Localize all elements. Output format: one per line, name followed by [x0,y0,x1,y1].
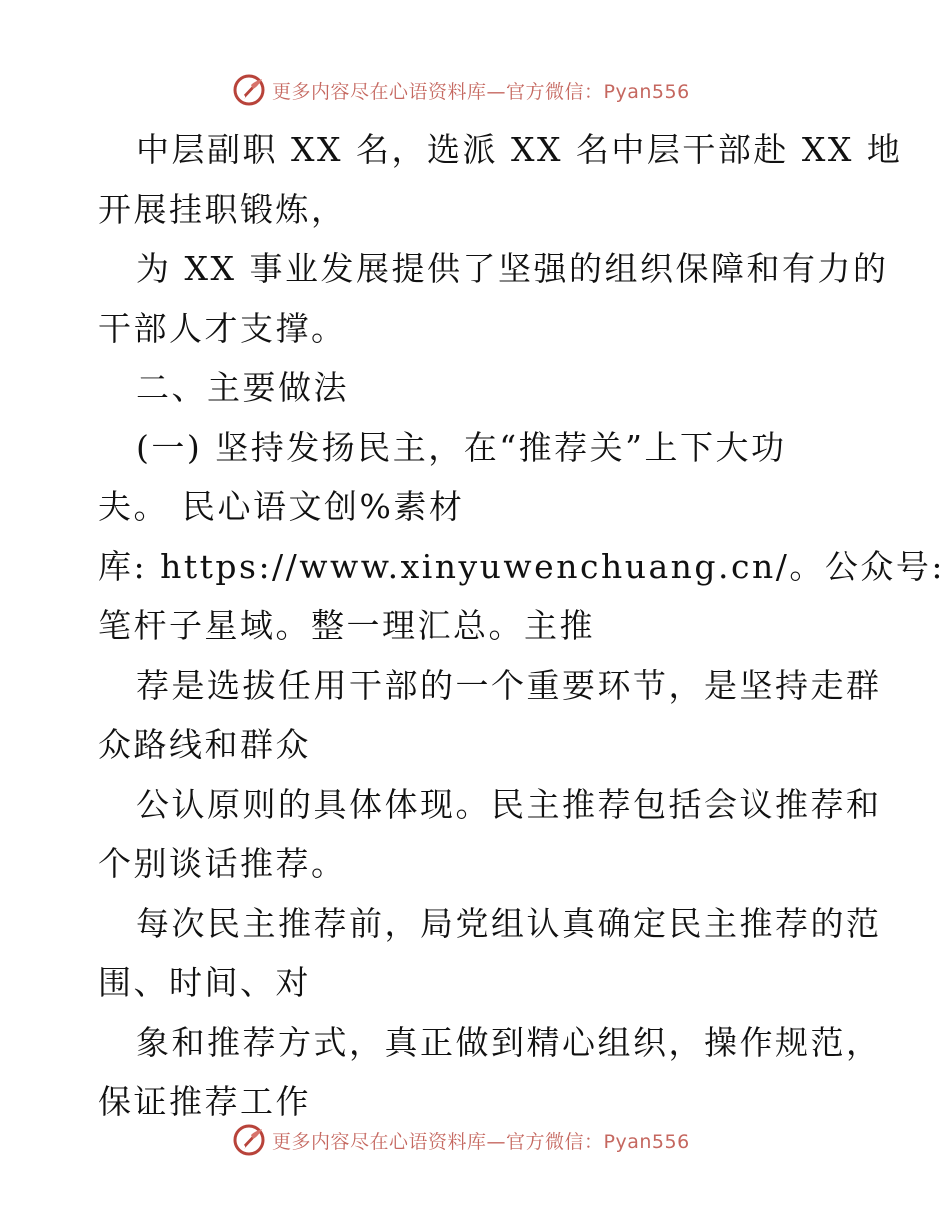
text-line: 保证推荐工作 [98,1082,311,1121]
text-line: 夫。 民心语文创%素材 [98,487,465,526]
text-line: 干部人才支撑。 [98,308,347,348]
watermark-text: 更多内容尽在心语资料库—官方微信： [272,1130,604,1153]
text-line: 众路线和群众 [98,725,311,764]
feather-pen-logo-icon [232,1123,266,1157]
watermark-wechat-id: Pyan556 [603,80,690,103]
text-line: 为 XX 事业发展提供了坚强的组织保障和有力的 [136,249,889,288]
text-line: 开展挂职锻炼， [98,189,347,229]
document-body [98,120,945,1132]
text-line: 笔杆子星域。整一理汇总。主推 [98,606,595,645]
text-line: 个别谈话推荐。 [98,844,347,883]
text-line: 中层副职 XX 名，选派 XX 名中层干部赴 XX 地 [136,130,903,169]
text-line: 围、时间、对 [98,963,311,1002]
text-line: 公认原则的具体体现。民主推荐包括会议推荐和 [136,784,882,824]
watermark-text: 更多内容尽在心语资料库—官方微信： [272,80,604,103]
header-watermark [232,70,690,110]
subsection-heading: (一) 坚持发扬民主，在“推荐关”上下大功 [136,427,787,467]
feather-pen-logo-icon [232,73,266,107]
text-line: 荐是选拔任用干部的一个重要环节，是坚持走群 [136,665,882,705]
text-line: 象和推荐方式，真正做到精心组织，操作规范， [136,1022,882,1062]
text-line: 每次民主推荐前，局党组认真确定民主推荐的范 [136,903,882,943]
footer-watermark [232,1120,690,1160]
section-heading: 二、主要做法 [136,368,349,407]
text-line: 库: https://www.xinyuwenchuang.cn/。公众号: [98,546,945,586]
watermark-wechat-id: Pyan556 [603,1130,690,1153]
